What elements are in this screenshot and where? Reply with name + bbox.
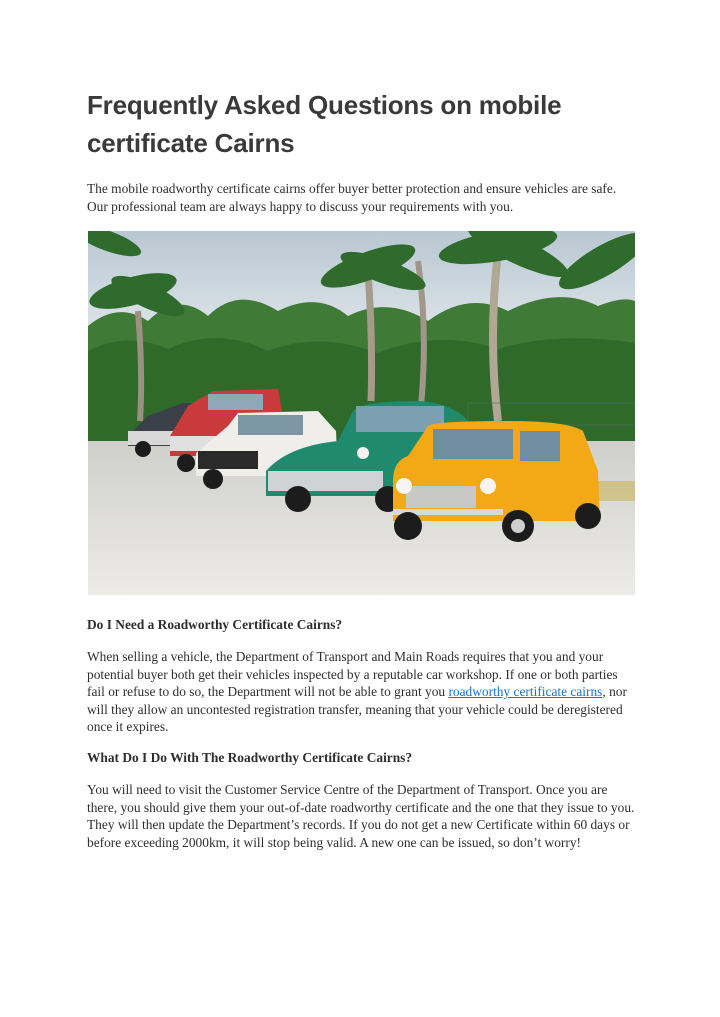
section-heading-what-to-do: What Do I Do With The Roadworthy Certificate Cairns? [87, 750, 413, 765]
intro-paragraph: The mobile roadworthy certificate cairns offer buyer better protection and ensure vehicles are safe. Our professional team are always happy to discuss your requirements with you. [87, 181, 617, 214]
section-paragraph-need-certificate [87, 648, 635, 736]
paragraph-text: When selling a vehicle, the Department of Transport and Main Roads requires that you and your potential buyer both get their vehicles inspected by a reputable car workshop. If one or both parties fail or refuse to do so, the Department will not be able to grant you [87, 649, 618, 700]
section-heading-need-certificate: Do I Need a Roadworthy Certificate Cairns? [87, 617, 343, 632]
page-title: Frequently Asked Questions on mobile certificate Cairns [87, 90, 562, 158]
palm-trunk [368, 271, 372, 401]
roadworthy-certificate-link[interactable]: roadworthy certificate cairns [448, 684, 603, 700]
classic-cars-photo [88, 231, 635, 595]
classic-cars-illustration [88, 231, 635, 595]
paragraph-text: , nor will they allow an uncontested registration transfer, meaning that your vehicle could be deregistered once it expires. [87, 684, 627, 735]
palm-trunk [138, 311, 141, 421]
section-paragraph-what-to-do: You will need to visit the Customer Service Centre of the Department of Transport. Once you are there, you should give them your out-of-date roadworthy certificate and the one that they issue to you. They will then update the Department’s records. If you do not get a new Certificate within 60 days or before exceeding 2000km, it will stop being valid. A new one can be issued, so don’t worry! [87, 782, 635, 850]
